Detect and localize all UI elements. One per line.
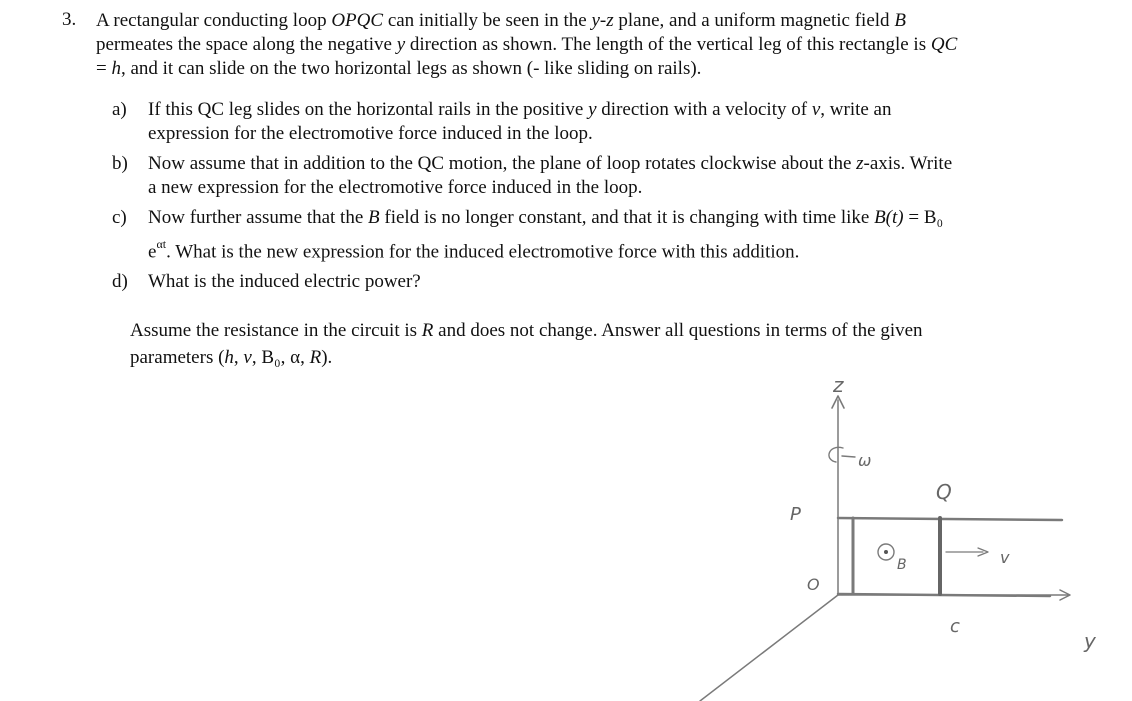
x-axis-line bbox=[700, 595, 838, 701]
y-axis-label: y bbox=[1084, 629, 1096, 653]
stem-line-3: = h, and it can slide on the two horizontal legs as shown (- like sliding on rails). bbox=[96, 58, 702, 79]
z-axis-label: z bbox=[833, 373, 844, 397]
assumption-text: Assume the resistance in the circuit is R and does not change. Answer all questions in terms of the given parameters (h, v, B₀, α, R). bbox=[130, 320, 923, 368]
stem-line-1: A rectangular conducting loop OPQC can initially be seen in the y-z plane, and a uniform magnetic field B bbox=[96, 10, 906, 31]
point-q-label: Q bbox=[936, 480, 952, 504]
part-c-label: c) bbox=[112, 207, 127, 228]
question-number: 3. bbox=[62, 9, 77, 30]
omega-label: ω bbox=[858, 451, 872, 470]
part-a-label: a) bbox=[112, 99, 127, 120]
part-b-label: b) bbox=[112, 153, 128, 174]
point-o-label: O bbox=[807, 575, 820, 594]
b-field-label: B bbox=[897, 557, 907, 573]
stem-line-2: permeates the space along the negative y direction as shown. The length of the vertical leg of this rectangle is QC bbox=[96, 34, 958, 55]
part-d-text: What is the induced electric power? bbox=[148, 271, 421, 292]
velocity-arrow-icon bbox=[946, 548, 988, 556]
point-c-label: c bbox=[950, 616, 960, 637]
velocity-label: v bbox=[1000, 548, 1010, 567]
rotation-arrow-icon bbox=[829, 447, 855, 462]
part-d-label: d) bbox=[112, 271, 128, 292]
point-p-label: P bbox=[790, 504, 801, 525]
b-field-dot-icon bbox=[884, 550, 888, 554]
part-a-text: If this QC leg slides on the horizontal rails in the positive y direction with a velocity of v, write an expression for the electromotive force induced in the loop. bbox=[148, 99, 892, 144]
top-rail bbox=[838, 518, 1062, 520]
part-b-text: Now assume that in addition to the QC motion, the plane of loop rotates clockwise about the z-axis. Write a new expression for the electromotive force induced in the loop. bbox=[148, 153, 953, 198]
part-c-text: Now further assume that the B field is no longer constant, and that it is changing with time like B(t) = B₀ $e^{\alpha t}$. What is the new expression for the induced electromotive force with this addition. bbox=[148, 207, 944, 263]
